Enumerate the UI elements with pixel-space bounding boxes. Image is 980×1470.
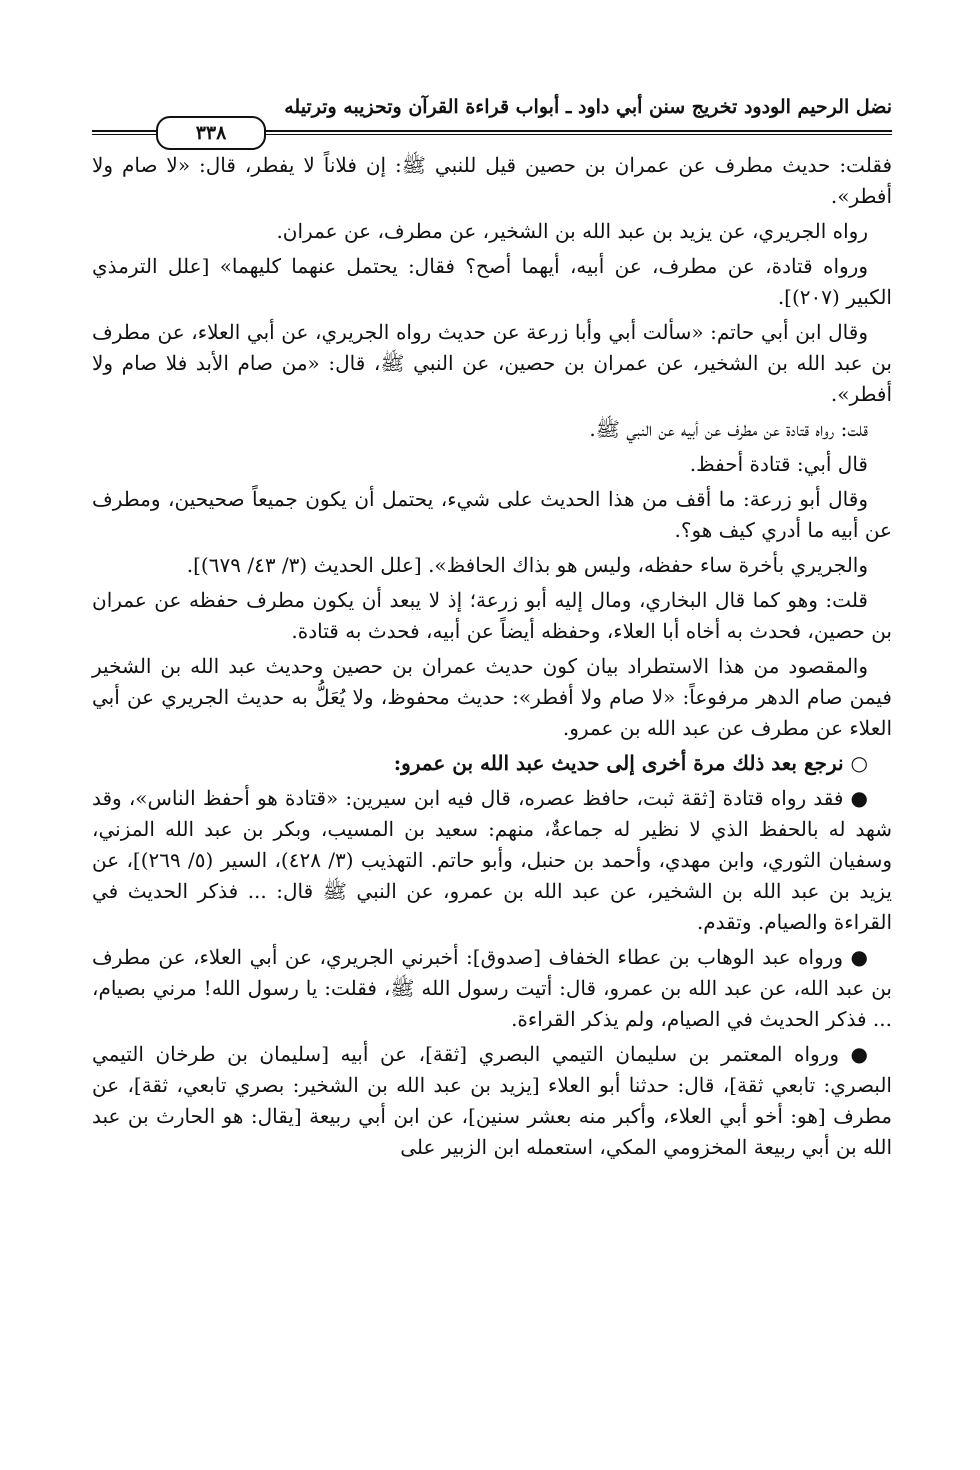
running-title: نضل الرحيم الودود تخريج سنن أبي داود ـ أبواب قراءة القرآن وتحزيبه وترتيله xyxy=(284,96,892,118)
page xyxy=(92,86,892,1167)
paragraph: وقال ابن أبي حاتم: «سألت أبي وأبا زرعة عن حديث رواه الجريري، عن أبي العلاء، عن مطرف بن عبد الله بن الشخير، عن عمران بن حصين، عن النبي ﷺ، قال: «من صام الأبد فلا صام ولا أفطر». xyxy=(92,320,892,406)
paragraph: ورواه قتادة، عن مطرف، عن أبيه، أيهما أصح؟ فقال: يحتمل عنهما كليهما» [علل الترمذي الكبير (٢٠٧)]. xyxy=(92,254,892,309)
paragraph: رواه الجريري، عن يزيد بن عبد الله بن الشخير، عن مطرف، عن عمران. xyxy=(276,219,868,243)
paragraph: ● فقد رواه قتادة [ثقة ثبت، حافظ عصره، قال فيه ابن سيرين: «قتادة هو أحفظ الناس»، وقد شهد له بالحفظ الذي لا نظير له جماعةٌ، منهم: سعيد بن المسيب، وبكر بن عبد الله المزني، وسفيان الثوري، وابن مهدي، وأحمد بن حنبل، وأبو حاتم. التهذيب (٣/ ٤٢٨)، السير (٥/ ٢٦٩)]، عن يزيد بن عبد الله بن الشخير، عن عبد الله بن عمرو، عن النبي ﷺ قال: ... فذكر الحديث في القراءة والصيام. وتقدم. xyxy=(92,786,892,934)
paragraph: فقلت: حديث مطرف عن عمران بن حصين قيل للنبي ﷺ: إن فلاناً لا يفطر، قال: «لا صام ولا أفطر». xyxy=(92,153,892,208)
paragraph: ● ورواه عبد الوهاب بن عطاء الخفاف [صدوق]: أخبرني الجريري، عن أبي العلاء، عن مطرف بن عبد الله، عن عبد الله بن عمرو، قال: أتيت رسول الله ﷺ، فقلت: يا رسول الله! مرني بصيام، ... فذكر الحديث في الصيام، ولم يذكر القراءة. xyxy=(92,945,893,1031)
page-header xyxy=(92,86,892,150)
paragraph: قلت: وهو كما قال البخاري، ومال إليه أبو زرعة؛ إذ لا يبعد أن يكون مطرف حفظه عن عمران بن حصين، فحدث به أخاه أبا العلاء، وحفظه أيضاً عن أبيه، فحدث به قتادة. xyxy=(92,588,892,643)
paragraph: وقال أبو زرعة: ما أقف من هذا الحديث على شيء، يحتمل أن يكون جميعاً صحيحين، ومطرف عن أبيه ما أدري كيف هو؟. xyxy=(92,487,892,542)
paragraph: قلت: رواه قتادة عن مطرف عن أبيه عن النبي ﷺ. xyxy=(589,417,868,441)
section-heading: ○ نرجع بعد ذلك مرة أخرى إلى حديث عبد الله بن عمرو: xyxy=(393,751,868,775)
paragraph: ● ورواه المعتمر بن سليمان التيمي البصري [ثقة]، عن أبيه [سليمان بن طرخان التيمي البصري: تابعي ثقة]، قال: حدثنا أبو العلاء [يزيد بن عبد الله بن الشخير: بصري تابعي، ثقة]، عن مطرف [هو: أخو أبي العلاء، وأكبر منه بعشر سنين]، عن ابن أبي ربيعة [يقال: هو الحارث بن عبد الله بن أبي ربيعة المخزومي المكي، استعمله ابن الزبير على xyxy=(92,1042,892,1159)
paragraph: والمقصود من هذا الاستطراد بيان كون حديث عمران بن حصين وحديث عبد الله بن الشخير فيمن صام الدهر مرفوعاً: «لا صام ولا أفطر»: حديث محفوظ، ولا يُعَلُّ به حديث الجريري عن أبي العلاء عن مطرف عن عبد الله بن عمرو. xyxy=(92,654,892,740)
paragraph: والجريري بأخرة ساء حفظه، وليس هو بذاك الحافظ». [علل الحديث (٣/ ٤٣/ ٦٧٩)]. xyxy=(186,553,868,577)
body-text xyxy=(92,150,892,1163)
paragraph: قال أبي: قتادة أحفظ. xyxy=(689,452,868,476)
page-number: ٣٣٨ xyxy=(156,116,266,150)
